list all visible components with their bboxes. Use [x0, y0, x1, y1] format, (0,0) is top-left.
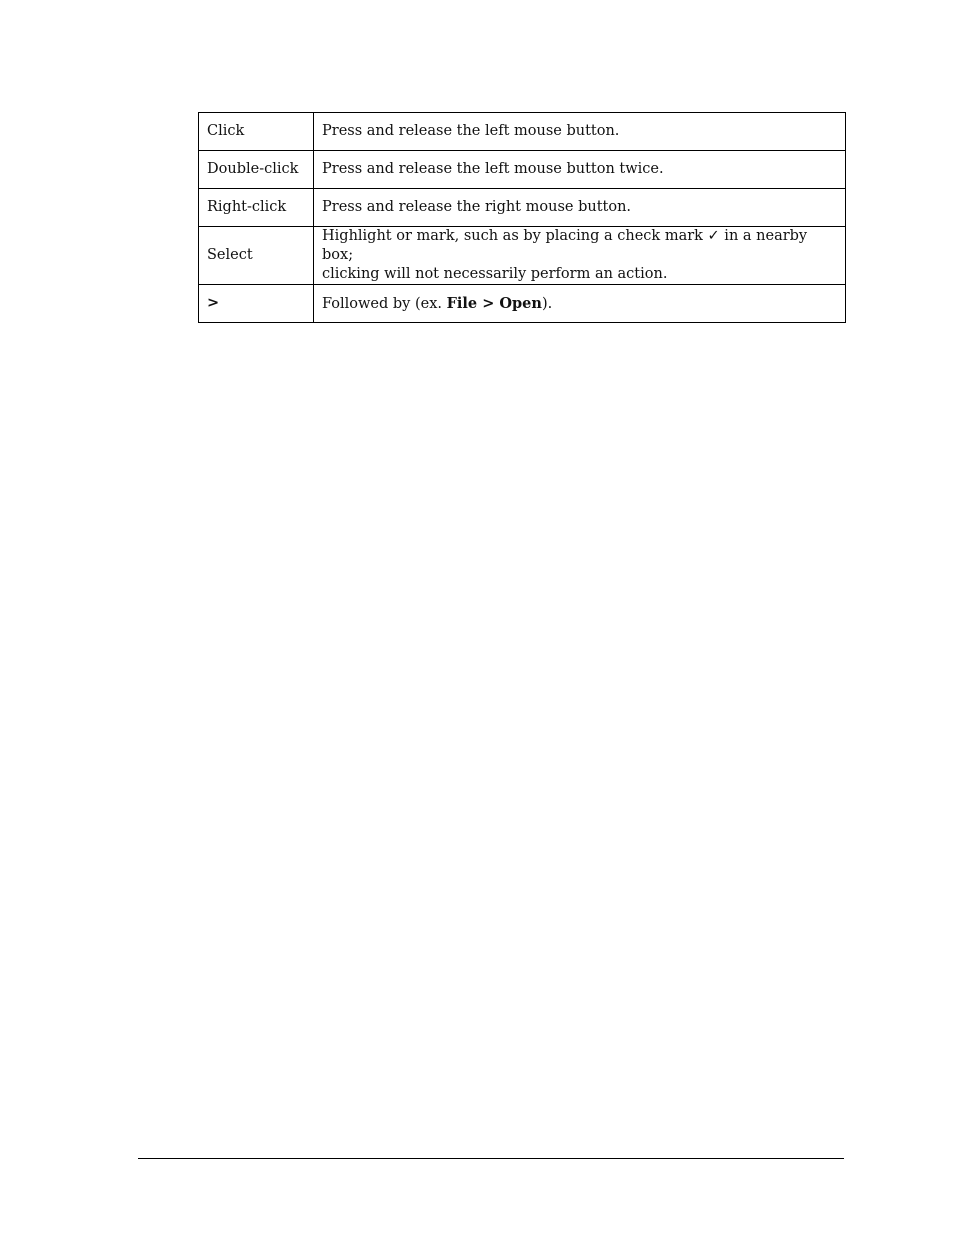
table-row	[199, 285, 846, 323]
description-cell	[314, 227, 846, 285]
description-suffix: ).	[541, 295, 553, 312]
description-cell: Press and release the left mouse button.	[314, 113, 846, 151]
footer-divider	[138, 1158, 844, 1159]
description-cell: Press and release the right mouse button.	[314, 189, 846, 227]
table-row	[199, 189, 846, 227]
term-cell: Select	[199, 227, 314, 285]
description-prefix: Followed by (ex.	[322, 295, 447, 312]
description-line: Highlight or mark, such as by placing a check mark ✓ in a nearby box;	[322, 228, 808, 263]
term-cell: Click	[199, 113, 314, 151]
term-cell: Right-click	[199, 189, 314, 227]
description-cell	[314, 285, 846, 323]
description-cell: Press and release the left mouse button twice.	[314, 151, 846, 189]
mouse-conventions-table	[198, 112, 846, 323]
term-cell: Double-click	[199, 151, 314, 189]
table-row	[199, 151, 846, 189]
term-cell: >	[199, 285, 314, 323]
table-row	[199, 113, 846, 151]
table-row	[199, 227, 846, 285]
menu-path-example: File > Open	[446, 294, 542, 312]
description-line: clicking will not necessarily perform an action.	[322, 266, 668, 282]
